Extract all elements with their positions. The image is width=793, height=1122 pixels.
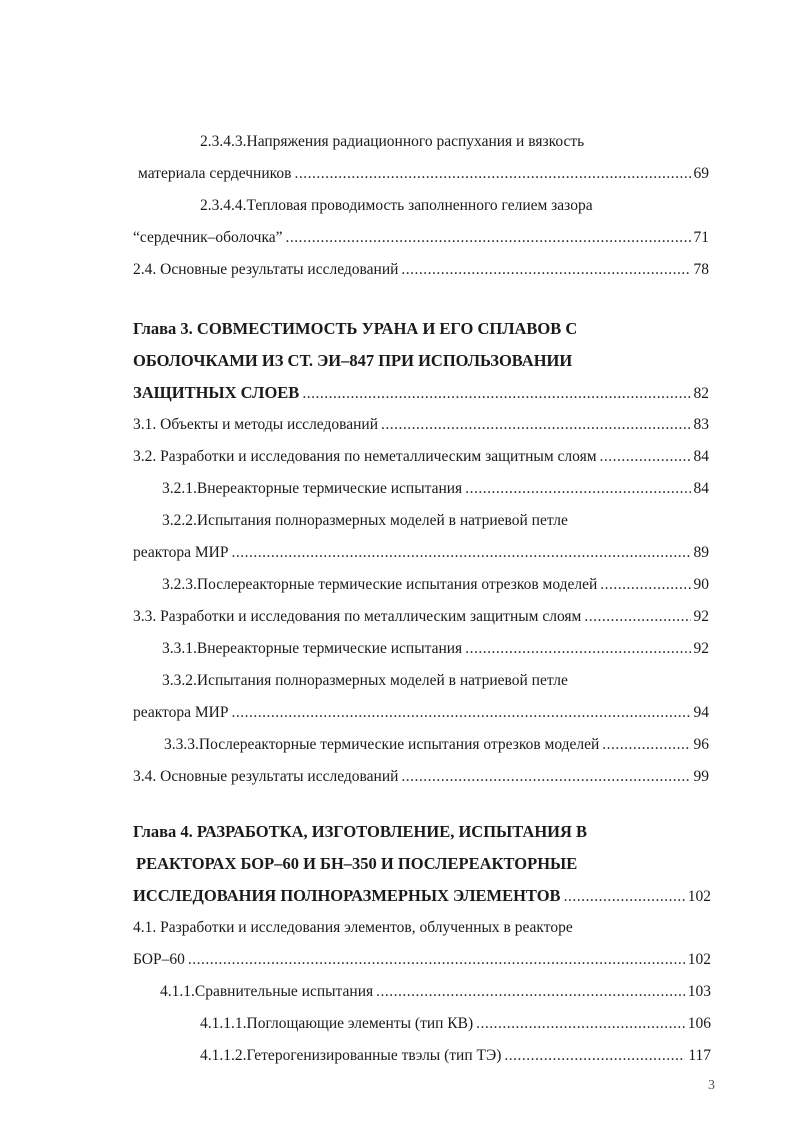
- dot-leader: [188, 950, 685, 970]
- toc-page-number: 103: [687, 983, 711, 1000]
- dot-leader: [600, 447, 691, 467]
- toc-page-number: 82: [693, 385, 709, 402]
- toc-entry-4-1-line2: [133, 950, 711, 970]
- chapter-4-title-line3: [133, 886, 711, 907]
- toc-entry-2-3-4-3-line2: [138, 164, 709, 184]
- chapter-title-text: Глава 4. РАЗРАБОТКА, ИЗГОТОВЛЕНИЕ, ИСПЫТАНИЯ В: [133, 822, 588, 841]
- toc-page-number: 94: [693, 704, 709, 721]
- toc-page-number: 84: [693, 480, 709, 497]
- toc-entry-text: БОР–60: [133, 951, 185, 968]
- toc-entry-3-3-1: [162, 639, 709, 659]
- toc-page-number: 84: [693, 448, 709, 465]
- toc-page-number: 69: [693, 165, 709, 182]
- toc-page-number: 102: [687, 951, 711, 968]
- toc-page-number: 83: [693, 416, 709, 433]
- dot-leader: [564, 887, 685, 907]
- toc-entry-3-3-2-line2: [133, 703, 709, 723]
- toc-entry-text: 3.2.1.Внереакторные термические испытания: [162, 480, 463, 497]
- toc-entry-text: 3.2. Разработки и исследования по неметаллическим защитным слоям: [133, 448, 597, 465]
- toc-entry-4-1-1: [160, 982, 711, 1002]
- page-number: 3: [708, 1078, 715, 1093]
- toc-entry-3-3-3: [164, 735, 709, 755]
- chapter-3-title-line2: [133, 351, 572, 371]
- toc-entry-text: материала сердечников: [138, 165, 292, 182]
- dot-leader: [401, 260, 690, 280]
- chapter-title-text: ОБОЛОЧКАМИ ИЗ СТ. ЭИ–847 ПРИ ИСПОЛЬЗОВАНИИ: [133, 351, 573, 370]
- chapter-title-text: ЗАЩИТНЫХ СЛОЕВ: [133, 383, 300, 402]
- toc-entry-text: 3.2.2.Испытания полноразмерных моделей в натриевой петле: [162, 512, 568, 529]
- toc-entry-text: реактора МИР: [133, 544, 229, 561]
- chapter-3-title-line1: [133, 319, 577, 339]
- chapter-title-text: РЕАКТОРАХ БОР–60 И БН–350 И ПОСЛЕРЕАКТОРНЫЕ: [136, 854, 578, 873]
- toc-entry-3-2-2-line1: [162, 511, 568, 531]
- toc-page-number: 92: [693, 608, 709, 625]
- dot-leader: [302, 384, 690, 404]
- dot-leader: [476, 1014, 685, 1034]
- toc-entry-2-3-4-3-line1: [200, 132, 584, 152]
- dot-leader: [602, 735, 690, 755]
- toc-entry-4-1-1-2: [200, 1046, 711, 1066]
- toc-entry-text: 3.2.3.Послереакторные термические испытания отрезков моделей: [162, 576, 598, 593]
- dot-leader: [231, 703, 690, 723]
- toc-entry-text: 2.3.4.3.Напряжения радиационного распухания и вязкость: [200, 133, 585, 150]
- dot-leader: [600, 575, 690, 595]
- toc-page-number: 92: [693, 640, 709, 657]
- chapter-3-title-line3: [133, 383, 709, 404]
- toc-entry-4-1-1-1: [200, 1014, 711, 1034]
- toc-entry-3-2-2-line2: [133, 543, 709, 563]
- toc-entry-text: 3.3.1.Внереакторные термические испытания: [162, 640, 463, 657]
- toc-entry-text: 3.1. Объекты и методы исследований: [133, 416, 378, 433]
- toc-entry-2-4: [133, 260, 709, 280]
- dot-leader: [381, 415, 691, 435]
- toc-page-number: 90: [693, 576, 709, 593]
- toc-entry-text: 2.3.4.4.Тепловая проводимость заполненного гелием зазора: [200, 197, 593, 214]
- toc-entry-text: 4.1.1.2.Гетерогенизированные твэлы (тип ТЭ): [200, 1047, 502, 1064]
- toc-entry-text: 4.1. Разработки и исследования элементов, облученных в реакторе: [133, 919, 573, 936]
- toc-entry-text: 3.3.2.Испытания полноразмерных моделей в натриевой петле: [162, 672, 568, 689]
- toc-entry-text: “сердечник–оболочка”: [133, 229, 283, 246]
- toc-entry-text: 4.1.1.Сравнительные испытания: [160, 983, 374, 1000]
- toc-entry-text: 2.4. Основные результаты исследований: [133, 261, 399, 278]
- chapter-4-title-line1: [133, 822, 587, 842]
- toc-entry-text: реактора МИР: [133, 704, 229, 721]
- dot-leader: [231, 543, 690, 563]
- toc-entry-2-3-4-4-line1: [200, 196, 593, 216]
- toc-page-number: 96: [693, 736, 709, 753]
- toc-page-number: 117: [688, 1047, 711, 1064]
- toc-entry-3-3-2-line1: [162, 671, 568, 691]
- chapter-4-title-line2: [136, 854, 577, 874]
- toc-entry-3-2-3: [162, 575, 709, 595]
- dot-leader: [294, 164, 690, 184]
- toc-entry-text: 3.3.3.Послереакторные термические испытания отрезков моделей: [164, 736, 600, 753]
- toc-entry-text: 4.1.1.1.Поглощающие элементы (тип КВ): [200, 1015, 474, 1032]
- dot-leader: [376, 982, 685, 1002]
- toc-entry-3-1: [133, 415, 709, 435]
- dot-leader: [584, 607, 690, 627]
- chapter-title-text: ИССЛЕДОВАНИЯ ПОЛНОРАЗМЕРНЫХ ЭЛЕМЕНТОВ: [133, 886, 561, 905]
- dot-leader: [401, 767, 690, 787]
- dot-leader: [465, 639, 690, 659]
- toc-page-number: 78: [693, 261, 709, 278]
- toc-page-number: 99: [693, 768, 709, 785]
- toc-entry-4-1-line1: [133, 918, 573, 938]
- toc-entry-2-3-4-4-line2: [133, 228, 709, 248]
- toc-entry-3-3: [133, 607, 709, 627]
- toc-entry-text: 3.3. Разработки и исследования по металлическим защитным слоям: [133, 608, 582, 625]
- toc-page-number: 106: [687, 1015, 711, 1032]
- dot-leader: [465, 479, 690, 499]
- dot-leader: [286, 228, 691, 248]
- toc-entry-3-2: [133, 447, 709, 467]
- toc-page-number: 71: [693, 229, 709, 246]
- toc-entry-text: 3.4. Основные результаты исследований: [133, 768, 399, 785]
- toc-page-number: 89: [693, 544, 709, 561]
- toc-entry-3-2-1: [162, 479, 709, 499]
- toc-entry-3-4: [133, 767, 709, 787]
- chapter-title-text: Глава 3. СОВМЕСТИМОСТЬ УРАНА И ЕГО СПЛАВОВ С: [133, 319, 578, 338]
- dot-leader: [504, 1046, 685, 1066]
- toc-page-number: 102: [687, 888, 711, 905]
